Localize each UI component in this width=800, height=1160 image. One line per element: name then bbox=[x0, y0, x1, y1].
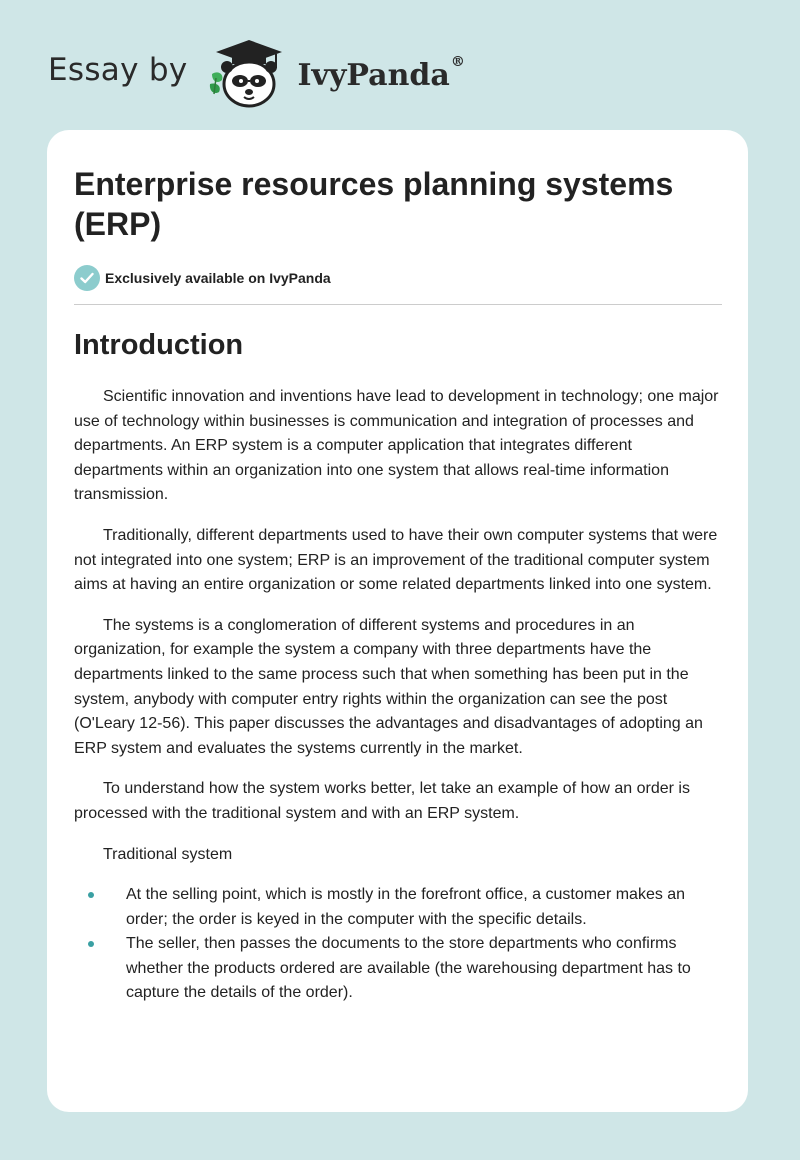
ivy-leaf-icon bbox=[209, 72, 222, 94]
list-item-text: At the selling point, which is mostly in the forefront office, a customer makes an order; the order is keyed in the computer with the specific details. bbox=[126, 886, 686, 928]
panda-logo-icon[interactable] bbox=[204, 34, 294, 114]
paragraph: The systems is a conglomeration of different systems and procedures in an organization, for example the system a company with three departments have the departments linked to the same process such that when something has been put in the system, anybody with computer entry rights within the organization can see the post (O'Leary 12-56). This paper discusses the advantages and disadvantages of adopting an ERP system and evaluates the systems currently in the market. bbox=[74, 616, 703, 757]
list-item-text: The seller, then passes the documents to the store departments who confirms whether the products ordered are available (the warehousing department has to capture the details of the order). bbox=[126, 935, 691, 1002]
paragraph: To understand how the system works better, let take an example of how an order is processed with the traditional system and with an ERP system. bbox=[74, 780, 690, 822]
essay-by-label: Essay by bbox=[48, 52, 188, 88]
bullet-dot bbox=[88, 892, 94, 898]
list-item bbox=[126, 932, 722, 1006]
site-header bbox=[48, 34, 465, 114]
brand-name[interactable]: IvyPanda® bbox=[297, 53, 465, 93]
divider bbox=[74, 304, 722, 305]
section-heading: Introduction bbox=[74, 329, 244, 361]
bullet-list bbox=[74, 883, 722, 1006]
page-title: Enterprise resources planning systems (ERP) bbox=[74, 166, 674, 242]
exclusive-label: Exclusively available on IvyPanda bbox=[105, 270, 331, 286]
bullet-dot bbox=[88, 941, 94, 947]
exclusive-badge bbox=[74, 265, 722, 291]
subheading: Traditional system bbox=[103, 845, 233, 863]
paragraph: Traditionally, different departments used to have their own computer systems that were not integrated into one system; ERP is an improvement of the traditional computer system aims at having an entire organization or some related departments linked into one system. bbox=[74, 526, 718, 594]
list-item bbox=[126, 883, 722, 932]
essay-card bbox=[47, 130, 748, 1112]
paragraph: Scientific innovation and inventions have lead to development in technology; one major use of technology within businesses is communication and integration of processes and departments. An ERP system is a computer application that integrates different departments within an organization into one system that allows real-time information transmission. bbox=[74, 388, 719, 504]
check-icon bbox=[74, 265, 100, 291]
essay-body bbox=[74, 385, 722, 1006]
registered-mark: ® bbox=[450, 53, 465, 70]
